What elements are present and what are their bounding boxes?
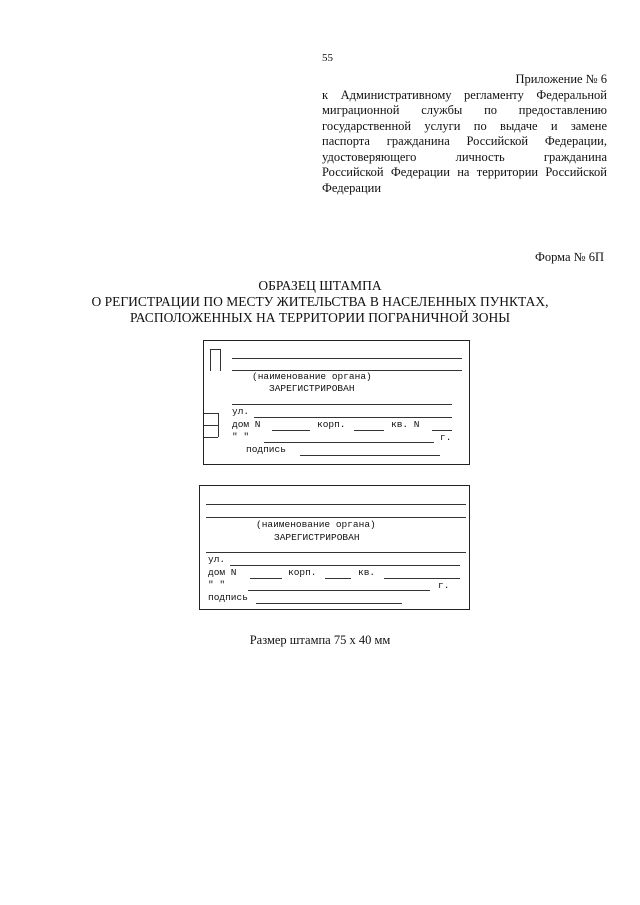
organ-line (232, 358, 462, 359)
page-number: 55 (322, 52, 333, 64)
appendix-header (322, 72, 607, 196)
signature-label: подпись (208, 592, 248, 603)
signature-line (300, 455, 440, 456)
bracket-line (204, 413, 218, 414)
building-label: корп. (288, 567, 317, 578)
appendix-line: паспорта гражданина Российской Федерации, (322, 134, 607, 148)
year-label: г. (438, 580, 450, 591)
appendix-line: Российской Федерации на территории Российской (322, 165, 607, 179)
appendix-line: государственной услуги по выдаче и замене (322, 118, 607, 133)
apartment-line (432, 430, 452, 431)
bracket-line (204, 437, 218, 438)
stamp-size-note: Размер штампа 75 х 40 мм (249, 633, 391, 647)
building-line (354, 430, 384, 431)
signature-label: подпись (246, 444, 286, 455)
year-label: г. (440, 432, 452, 443)
building-label: корп. (317, 419, 346, 430)
appendix-line: удостоверяющего личность гражданина (322, 149, 607, 164)
organ-line (206, 504, 466, 505)
house-line (250, 578, 282, 579)
title-line: РАСПОЛОЖЕННЫХ НА ТЕРРИТОРИИ ПОГРАНИЧНОЙ ЗОНЫ (129, 310, 511, 325)
bracket-line (204, 425, 218, 426)
date-quotes: " " (208, 579, 226, 590)
signature-line (256, 603, 402, 604)
title-line: О РЕГИСТРАЦИИ ПО МЕСТУ ЖИТЕЛЬСТВА В НАСЕЛЕННЫХ ПУНКТАХ, (91, 294, 549, 309)
registered-label: ЗАРЕГИСТРИРОВАН (269, 383, 355, 394)
bracket-line (210, 349, 220, 350)
document-title (0, 278, 640, 326)
house-label: дом N (208, 567, 237, 578)
registered-label: ЗАРЕГИСТРИРОВАН (274, 532, 360, 543)
apartment-label: кв. N (391, 419, 420, 430)
separator-line (232, 404, 452, 405)
separator-line (206, 552, 466, 553)
stamp-sample-bordered (203, 340, 470, 465)
appendix-line: к Административному регламенту Федеральной (322, 87, 607, 102)
street-line (254, 417, 452, 418)
title-line: ОБРАЗЕЦ ШТАМПА (258, 278, 382, 293)
bracket-line (210, 349, 211, 371)
organ-line (206, 517, 466, 518)
stamp-sample-plain (199, 485, 470, 610)
apartment-line (384, 578, 460, 579)
building-line (325, 578, 351, 579)
appendix-line: Федерации (322, 180, 382, 195)
appendix-line: миграционной службы по предоставлению (322, 103, 607, 117)
date-quotes: " " (232, 431, 250, 442)
organ-name-caption: (наименование органа) (256, 519, 376, 530)
form-number: Форма № 6П (534, 250, 604, 264)
apartment-label: кв. (358, 567, 376, 578)
date-line (264, 442, 434, 443)
street-label: ул. (208, 554, 226, 565)
street-label: ул. (232, 406, 250, 417)
bracket-line (218, 413, 219, 437)
organ-name-caption: (наименование органа) (252, 371, 372, 382)
house-label: дом N (232, 419, 261, 430)
date-line (248, 590, 430, 591)
street-line (230, 565, 460, 566)
house-line (272, 430, 310, 431)
appendix-heading: Приложение № 6 (515, 72, 607, 86)
bracket-line (220, 349, 221, 371)
